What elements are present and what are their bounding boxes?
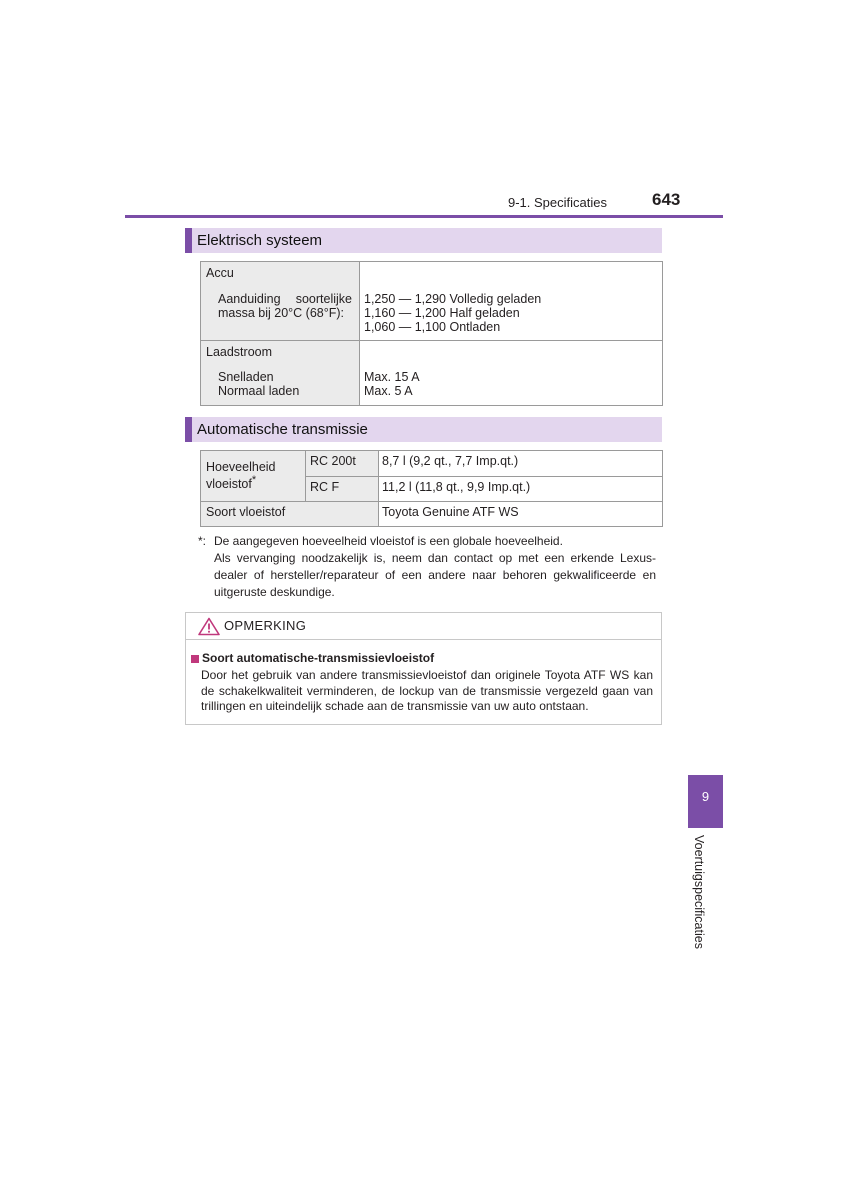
footnote-first-line: De aangegeven hoeveelheid vloeistof is een globale hoeveelheid. [214,534,563,548]
normal-charge-label: Normaal laden [218,384,300,398]
table-row [201,262,663,341]
capacity-value: 11,2 l (11,8 qt., 9,9 Imp.qt.) [382,479,531,494]
notice-header [186,613,661,640]
charge-label-cell [201,341,360,406]
density-value-discharged: 1,060 — 1,100 Ontladen [364,320,501,334]
model-cell [306,476,379,502]
quantity-label-line1: Hoeveelheid [206,460,276,474]
density-value-full: 1,250 — 1,290 Volledig geladen [364,292,542,306]
fast-charge-value: Max. 15 A [364,370,420,384]
section-header-transmission: Automatische transmissie [185,417,662,442]
quantity-label-line2: vloeistof [206,477,252,492]
charge-label: Laadstroom [206,345,273,359]
notice-subtitle: Soort automatische-transmissievloeistof [202,651,435,665]
section-header-electrical: Elektrisch systeem [185,228,662,253]
notice-body: Door het gebruik van andere transmissievloeistof dan originele Toyota ATF WS kan de schakelkwaliteit verminderen, de lockup van de transmissie vergezeld gaan van trillingen en uiteindelijk schade aan de transmissie van uw auto ontstaan. [201,668,653,713]
density-label-line2: massa bij 20°C (68°F): [218,306,345,320]
capacity-cell [379,451,663,477]
density-label-line1: Aanduiding soortelijke [218,292,352,306]
chapter-label: Voertuigspecificaties [692,835,706,949]
table-row [201,451,663,477]
warning-triangle-icon [198,617,220,636]
electrical-spec-table [200,261,663,406]
density-value-half: 1,160 — 1,200 Half geladen [364,306,520,320]
fluid-type-label: Soort vloeistof [206,505,286,519]
notice-box [185,612,662,725]
battery-label-cell [201,262,360,341]
quantity-label-cell [201,451,306,502]
section-label: 9-1. Specificaties [508,195,607,210]
transmission-spec-table [200,450,663,527]
capacity-cell [379,476,663,502]
normal-charge-value: Max. 5 A [364,384,413,398]
density-values-cell [360,262,663,341]
fluid-type-value-cell [379,502,663,527]
model-cell [306,451,379,477]
capacity-value: 8,7 l (9,2 qt., 7,7 Imp.qt.) [382,454,519,468]
header-rule [125,215,723,218]
footnote-text: Als vervanging noodzakelijk is, neem dan contact op met een erkende Lexus-dealer of hersteller/reparateur of een andere naar behoren gekwalificeerde en uitgeruste deskundige. [214,551,656,599]
page-number: 643 [652,190,681,209]
footnote-symbol: *: [198,534,207,548]
bullet-square-icon [191,655,199,663]
charge-values-cell [360,341,663,406]
fluid-type-value: Toyota Genuine ATF WS [382,505,519,519]
fast-charge-label: Snelladen [218,370,274,384]
chapter-tab[interactable] [688,775,723,828]
running-header [0,0,848,220]
table-row [201,341,663,406]
fluid-type-label-cell [201,502,379,527]
model-label: RC F [310,479,340,494]
quantity-label-line2-wrap [206,474,256,491]
table-row [201,502,663,527]
notice-title: OPMERKING [224,618,307,633]
chapter-number: 9 [701,789,710,804]
model-label: RC 200t [310,454,356,468]
battery-label: Accu [206,266,234,280]
footnote-marker: * [251,474,257,486]
